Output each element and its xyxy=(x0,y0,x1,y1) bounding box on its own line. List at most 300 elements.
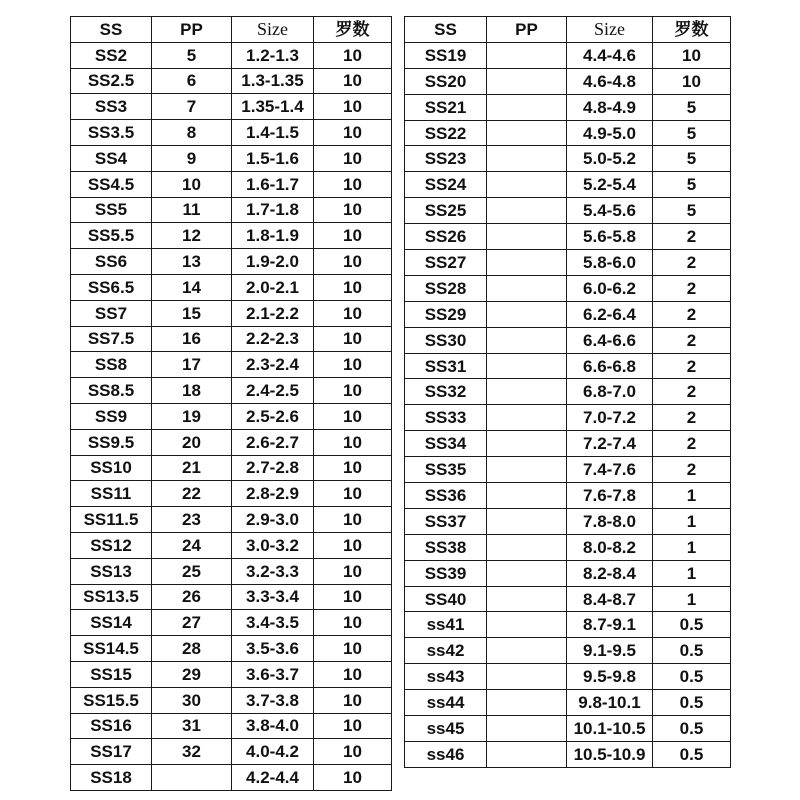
table-row xyxy=(71,300,392,326)
cell-ss: SS31 xyxy=(405,353,487,379)
cell-size: 1.4-1.5 xyxy=(232,120,314,146)
cell-count: 10 xyxy=(314,558,392,584)
table-row xyxy=(405,483,731,509)
cell-ss: SS6 xyxy=(71,249,152,275)
cell-count: 0.5 xyxy=(653,638,731,664)
cell-pp xyxy=(487,508,567,534)
cell-size: 3.5-3.6 xyxy=(232,636,314,662)
cell-count: 10 xyxy=(314,455,392,481)
table-row xyxy=(405,741,731,767)
cell-size: 7.8-8.0 xyxy=(567,508,653,534)
cell-pp xyxy=(487,664,567,690)
header-pp: PP xyxy=(487,17,567,43)
table-row xyxy=(71,68,392,94)
table-row xyxy=(405,560,731,586)
table-row xyxy=(71,765,392,791)
table-header-right xyxy=(405,17,731,43)
size-table-right xyxy=(404,16,731,768)
cell-ss: SS8 xyxy=(71,352,152,378)
cell-size: 6.0-6.2 xyxy=(567,275,653,301)
cell-pp: 10 xyxy=(152,171,232,197)
table-row xyxy=(71,197,392,223)
cell-ss: SS19 xyxy=(405,42,487,68)
cell-size: 5.4-5.6 xyxy=(567,198,653,224)
cell-pp: 17 xyxy=(152,352,232,378)
cell-ss: SS38 xyxy=(405,534,487,560)
cell-ss: ss41 xyxy=(405,612,487,638)
cell-size: 8.4-8.7 xyxy=(567,586,653,612)
cell-size: 1.6-1.7 xyxy=(232,171,314,197)
cell-size: 2.8-2.9 xyxy=(232,481,314,507)
cell-count: 2 xyxy=(653,301,731,327)
cell-ss: ss46 xyxy=(405,741,487,767)
cell-size: 6.4-6.6 xyxy=(567,327,653,353)
table-row xyxy=(405,664,731,690)
cell-count: 10 xyxy=(314,223,392,249)
cell-count: 2 xyxy=(653,379,731,405)
table-row xyxy=(405,612,731,638)
cell-pp xyxy=(487,172,567,198)
cell-count: 5 xyxy=(653,146,731,172)
cell-ss: SS4 xyxy=(71,145,152,171)
cell-count: 1 xyxy=(653,483,731,509)
cell-pp xyxy=(487,560,567,586)
cell-ss: SS3 xyxy=(71,94,152,120)
cell-size: 3.2-3.3 xyxy=(232,558,314,584)
cell-pp: 16 xyxy=(152,326,232,352)
cell-count: 10 xyxy=(314,713,392,739)
table-row xyxy=(71,636,392,662)
cell-count: 5 xyxy=(653,172,731,198)
table-header-left xyxy=(71,17,392,43)
header-pp: PP xyxy=(152,17,232,43)
cell-count: 2 xyxy=(653,327,731,353)
cell-count: 0.5 xyxy=(653,716,731,742)
table-row xyxy=(71,532,392,558)
table-row xyxy=(71,507,392,533)
cell-pp xyxy=(487,94,567,120)
cell-count: 10 xyxy=(314,481,392,507)
cell-count: 10 xyxy=(314,532,392,558)
cell-pp: 15 xyxy=(152,300,232,326)
cell-ss: ss42 xyxy=(405,638,487,664)
cell-pp xyxy=(487,42,567,68)
cell-pp xyxy=(487,353,567,379)
cell-pp: 28 xyxy=(152,636,232,662)
cell-ss: ss45 xyxy=(405,716,487,742)
cell-count: 0.5 xyxy=(653,741,731,767)
cell-pp: 21 xyxy=(152,455,232,481)
cell-pp xyxy=(487,275,567,301)
table-row xyxy=(71,739,392,765)
table-row xyxy=(71,171,392,197)
cell-pp xyxy=(487,250,567,276)
table-row xyxy=(71,274,392,300)
table-row xyxy=(405,353,731,379)
cell-pp xyxy=(487,638,567,664)
header-size: Size xyxy=(567,17,653,43)
cell-pp xyxy=(487,586,567,612)
header-size: Size xyxy=(232,17,314,43)
cell-ss: ss44 xyxy=(405,690,487,716)
cell-pp: 29 xyxy=(152,661,232,687)
cell-pp xyxy=(487,457,567,483)
cell-ss: SS5 xyxy=(71,197,152,223)
cell-count: 5 xyxy=(653,94,731,120)
table-row xyxy=(71,455,392,481)
table-row xyxy=(405,68,731,94)
table-row xyxy=(71,120,392,146)
cell-count: 10 xyxy=(314,403,392,429)
cell-size: 7.6-7.8 xyxy=(567,483,653,509)
cell-ss: SS14 xyxy=(71,610,152,636)
cell-pp: 5 xyxy=(152,42,232,68)
table-row xyxy=(405,198,731,224)
cell-size: 3.8-4.0 xyxy=(232,713,314,739)
cell-size: 2.9-3.0 xyxy=(232,507,314,533)
cell-pp: 18 xyxy=(152,378,232,404)
cell-count: 2 xyxy=(653,275,731,301)
table-row xyxy=(405,42,731,68)
cell-count: 10 xyxy=(314,584,392,610)
cell-count: 10 xyxy=(314,145,392,171)
cell-size: 3.4-3.5 xyxy=(232,610,314,636)
cell-pp: 31 xyxy=(152,713,232,739)
cell-size: 9.5-9.8 xyxy=(567,664,653,690)
cell-size: 9.8-10.1 xyxy=(567,690,653,716)
cell-ss: SS13 xyxy=(71,558,152,584)
cell-count: 2 xyxy=(653,431,731,457)
table-row xyxy=(71,378,392,404)
cell-count: 10 xyxy=(314,42,392,68)
cell-size: 1.7-1.8 xyxy=(232,197,314,223)
table-row xyxy=(71,223,392,249)
cell-count: 10 xyxy=(314,352,392,378)
header-ss: SS xyxy=(71,17,152,43)
cell-ss: SS16 xyxy=(71,713,152,739)
table-row xyxy=(71,352,392,378)
cell-pp: 19 xyxy=(152,403,232,429)
table-row xyxy=(405,120,731,146)
cell-pp xyxy=(487,741,567,767)
cell-ss: SS2.5 xyxy=(71,68,152,94)
cell-count: 10 xyxy=(314,326,392,352)
table-row xyxy=(71,42,392,68)
cell-count: 10 xyxy=(314,429,392,455)
table-row xyxy=(405,457,731,483)
cell-pp xyxy=(487,431,567,457)
cell-pp: 26 xyxy=(152,584,232,610)
cell-size: 2.4-2.5 xyxy=(232,378,314,404)
cell-pp: 25 xyxy=(152,558,232,584)
cell-count: 10 xyxy=(314,378,392,404)
cell-pp xyxy=(487,198,567,224)
cell-size: 1.3-1.35 xyxy=(232,68,314,94)
cell-ss: SS5.5 xyxy=(71,223,152,249)
cell-ss: SS33 xyxy=(405,405,487,431)
cell-ss: SS4.5 xyxy=(71,171,152,197)
cell-pp: 9 xyxy=(152,145,232,171)
table-row xyxy=(71,661,392,687)
cell-pp: 20 xyxy=(152,429,232,455)
cell-size: 2.6-2.7 xyxy=(232,429,314,455)
table-row xyxy=(71,145,392,171)
cell-count: 1 xyxy=(653,560,731,586)
cell-ss: ss43 xyxy=(405,664,487,690)
cell-size: 8.7-9.1 xyxy=(567,612,653,638)
cell-size: 10.1-10.5 xyxy=(567,716,653,742)
cell-ss: SS3.5 xyxy=(71,120,152,146)
cell-ss: SS15 xyxy=(71,661,152,687)
table-row xyxy=(405,586,731,612)
cell-pp xyxy=(487,612,567,638)
cell-ss: SS35 xyxy=(405,457,487,483)
table-row xyxy=(71,429,392,455)
table-row xyxy=(405,250,731,276)
table-body-right xyxy=(405,42,731,767)
cell-ss: SS9 xyxy=(71,403,152,429)
cell-size: 10.5-10.9 xyxy=(567,741,653,767)
cell-size: 9.1-9.5 xyxy=(567,638,653,664)
cell-count: 10 xyxy=(314,739,392,765)
cell-size: 3.0-3.2 xyxy=(232,532,314,558)
header-count: 罗数 xyxy=(653,17,731,43)
cell-count: 10 xyxy=(653,42,731,68)
cell-ss: SS29 xyxy=(405,301,487,327)
cell-ss: SS37 xyxy=(405,508,487,534)
table-row xyxy=(71,610,392,636)
cell-ss: SS10 xyxy=(71,455,152,481)
cell-size: 7.4-7.6 xyxy=(567,457,653,483)
table-row xyxy=(71,713,392,739)
cell-pp: 14 xyxy=(152,274,232,300)
cell-pp: 30 xyxy=(152,687,232,713)
cell-ss: SS27 xyxy=(405,250,487,276)
size-table-left xyxy=(70,16,392,791)
cell-count: 10 xyxy=(314,197,392,223)
cell-size: 2.5-2.6 xyxy=(232,403,314,429)
table-row xyxy=(405,301,731,327)
cell-size: 4.8-4.9 xyxy=(567,94,653,120)
cell-size: 6.2-6.4 xyxy=(567,301,653,327)
cell-ss: SS39 xyxy=(405,560,487,586)
cell-size: 2.7-2.8 xyxy=(232,455,314,481)
table-row xyxy=(405,638,731,664)
cell-size: 3.7-3.8 xyxy=(232,687,314,713)
cell-ss: SS12 xyxy=(71,532,152,558)
cell-count: 10 xyxy=(314,636,392,662)
cell-pp: 7 xyxy=(152,94,232,120)
cell-ss: SS32 xyxy=(405,379,487,405)
cell-size: 2.1-2.2 xyxy=(232,300,314,326)
cell-ss: SS30 xyxy=(405,327,487,353)
cell-pp xyxy=(487,405,567,431)
table-row xyxy=(405,172,731,198)
cell-count: 2 xyxy=(653,250,731,276)
cell-count: 2 xyxy=(653,405,731,431)
cell-ss: SS22 xyxy=(405,120,487,146)
cell-pp: 12 xyxy=(152,223,232,249)
table-row xyxy=(71,584,392,610)
cell-count: 10 xyxy=(314,507,392,533)
cell-pp: 13 xyxy=(152,249,232,275)
cell-count: 10 xyxy=(314,300,392,326)
cell-size: 4.6-4.8 xyxy=(567,68,653,94)
cell-pp: 32 xyxy=(152,739,232,765)
cell-pp xyxy=(487,716,567,742)
cell-size: 1.8-1.9 xyxy=(232,223,314,249)
cell-count: 1 xyxy=(653,534,731,560)
cell-size: 8.0-8.2 xyxy=(567,534,653,560)
cell-pp: 24 xyxy=(152,532,232,558)
cell-pp xyxy=(487,224,567,250)
cell-ss: SS17 xyxy=(71,739,152,765)
cell-ss: SS11.5 xyxy=(71,507,152,533)
cell-count: 0.5 xyxy=(653,664,731,690)
cell-count: 5 xyxy=(653,120,731,146)
header-ss: SS xyxy=(405,17,487,43)
cell-size: 6.8-7.0 xyxy=(567,379,653,405)
cell-count: 1 xyxy=(653,586,731,612)
cell-size: 1.35-1.4 xyxy=(232,94,314,120)
table-row xyxy=(405,508,731,534)
cell-pp: 27 xyxy=(152,610,232,636)
cell-pp xyxy=(487,690,567,716)
cell-count: 1 xyxy=(653,508,731,534)
cell-ss: SS26 xyxy=(405,224,487,250)
cell-pp xyxy=(487,120,567,146)
cell-size: 5.6-5.8 xyxy=(567,224,653,250)
cell-size: 7.2-7.4 xyxy=(567,431,653,457)
cell-size: 4.4-4.6 xyxy=(567,42,653,68)
cell-ss: SS34 xyxy=(405,431,487,457)
table-row xyxy=(405,146,731,172)
cell-ss: SS23 xyxy=(405,146,487,172)
cell-size: 1.2-1.3 xyxy=(232,42,314,68)
table-row xyxy=(405,534,731,560)
cell-ss: SS7 xyxy=(71,300,152,326)
cell-ss: SS13.5 xyxy=(71,584,152,610)
table-row xyxy=(405,431,731,457)
cell-count: 10 xyxy=(314,274,392,300)
cell-pp xyxy=(487,146,567,172)
cell-size: 2.3-2.4 xyxy=(232,352,314,378)
cell-ss: SS36 xyxy=(405,483,487,509)
cell-ss: SS15.5 xyxy=(71,687,152,713)
cell-count: 10 xyxy=(314,68,392,94)
table-row xyxy=(71,403,392,429)
cell-ss: SS40 xyxy=(405,586,487,612)
cell-count: 10 xyxy=(314,94,392,120)
cell-pp xyxy=(487,483,567,509)
cell-size: 3.6-3.7 xyxy=(232,661,314,687)
cell-pp xyxy=(487,301,567,327)
cell-count: 10 xyxy=(314,610,392,636)
cell-ss: SS9.5 xyxy=(71,429,152,455)
cell-ss: SS24 xyxy=(405,172,487,198)
cell-size: 1.9-2.0 xyxy=(232,249,314,275)
table-row xyxy=(71,558,392,584)
table-body-left xyxy=(71,42,392,790)
cell-count: 10 xyxy=(314,765,392,791)
cell-pp xyxy=(487,534,567,560)
cell-pp xyxy=(487,379,567,405)
cell-count: 10 xyxy=(314,120,392,146)
cell-count: 10 xyxy=(314,687,392,713)
header-count: 罗数 xyxy=(314,17,392,43)
cell-ss: SS6.5 xyxy=(71,274,152,300)
cell-ss: SS18 xyxy=(71,765,152,791)
table-row xyxy=(71,249,392,275)
table-row xyxy=(405,327,731,353)
cell-count: 0.5 xyxy=(653,690,731,716)
cell-pp xyxy=(487,68,567,94)
cell-size: 5.8-6.0 xyxy=(567,250,653,276)
cell-count: 10 xyxy=(314,249,392,275)
cell-pp: 23 xyxy=(152,507,232,533)
cell-count: 2 xyxy=(653,353,731,379)
cell-ss: SS28 xyxy=(405,275,487,301)
table-row xyxy=(405,716,731,742)
cell-size: 8.2-8.4 xyxy=(567,560,653,586)
cell-ss: SS2 xyxy=(71,42,152,68)
cell-size: 7.0-7.2 xyxy=(567,405,653,431)
table-row xyxy=(71,94,392,120)
table-row xyxy=(405,224,731,250)
cell-count: 10 xyxy=(653,68,731,94)
table-row xyxy=(71,326,392,352)
cell-size: 2.2-2.3 xyxy=(232,326,314,352)
header-row xyxy=(71,17,392,43)
cell-size: 5.0-5.2 xyxy=(567,146,653,172)
cell-size: 4.2-4.4 xyxy=(232,765,314,791)
cell-size: 2.0-2.1 xyxy=(232,274,314,300)
cell-ss: SS11 xyxy=(71,481,152,507)
table-row xyxy=(71,687,392,713)
cell-count: 10 xyxy=(314,661,392,687)
cell-size: 4.9-5.0 xyxy=(567,120,653,146)
cell-ss: SS25 xyxy=(405,198,487,224)
table-row xyxy=(405,94,731,120)
cell-pp: 8 xyxy=(152,120,232,146)
cell-pp xyxy=(487,327,567,353)
cell-size: 1.5-1.6 xyxy=(232,145,314,171)
cell-ss: SS20 xyxy=(405,68,487,94)
cell-count: 2 xyxy=(653,457,731,483)
cell-size: 3.3-3.4 xyxy=(232,584,314,610)
table-row xyxy=(405,275,731,301)
cell-count: 10 xyxy=(314,171,392,197)
table-row xyxy=(405,405,731,431)
cell-count: 2 xyxy=(653,224,731,250)
header-row xyxy=(405,17,731,43)
cell-size: 6.6-6.8 xyxy=(567,353,653,379)
table-row xyxy=(405,379,731,405)
cell-size: 5.2-5.4 xyxy=(567,172,653,198)
cell-ss: SS7.5 xyxy=(71,326,152,352)
cell-pp: 22 xyxy=(152,481,232,507)
cell-count: 0.5 xyxy=(653,612,731,638)
cell-pp xyxy=(152,765,232,791)
cell-ss: SS8.5 xyxy=(71,378,152,404)
cell-count: 5 xyxy=(653,198,731,224)
table-row xyxy=(405,690,731,716)
cell-pp: 11 xyxy=(152,197,232,223)
cell-ss: SS14.5 xyxy=(71,636,152,662)
cell-ss: SS21 xyxy=(405,94,487,120)
cell-pp: 6 xyxy=(152,68,232,94)
table-row xyxy=(71,481,392,507)
